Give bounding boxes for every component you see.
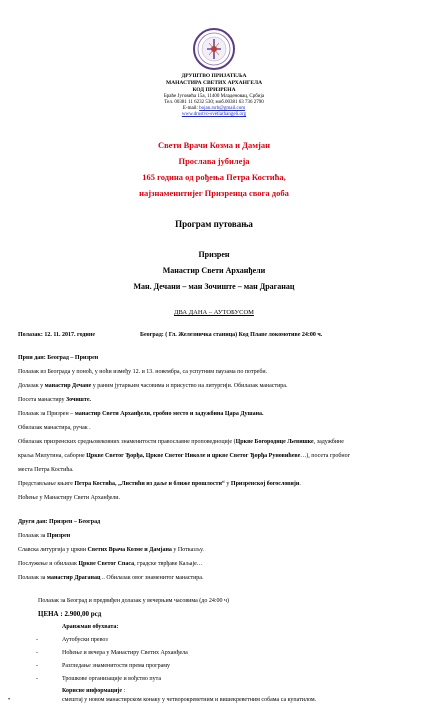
departure-location: Београд: ( Гл. Железничка станица) Код Плаве локомотиве 24:00 ч. [140, 332, 323, 338]
day1-heading: Први дан: Београд – Призрен [18, 355, 99, 361]
day1-p6-line2: краља Милутина, саборне Цркве Светог Ђорђа, Цркве Светог Николе и цркве Светог Ђорђа Руновићеве…), посета гробног [18, 453, 351, 459]
program-heading: Програм путовања [175, 219, 253, 229]
departure-date: Полазак: 12. 11. 2017. године [18, 332, 96, 338]
day1-p6-line1: Обилазак призренских средњовековних знаменитости православне проповедноције (Цркве Богородице Љевишке, задужбине [18, 439, 344, 445]
day1-p3: Посета манастиру Зочиште. [18, 397, 91, 403]
org-phone: Тел. 00381 11 6232 530; моб.00381 63 736 2790 [164, 100, 264, 105]
bullet-dash: - [36, 676, 38, 682]
program-place1: Призрен [198, 250, 230, 259]
bullet-dash: - [36, 637, 38, 643]
day1-p6-line3: места Петра Костића. [18, 467, 74, 473]
day2-p4: Полазак за манастир Драганац .. Обилазак овог знаменитог манастира. [18, 575, 204, 581]
bullet-dot: • [8, 697, 11, 703]
program-subtitle: ДВА ДАНА – АУТОБУСОМ [174, 309, 254, 316]
org-website-line [0, 112, 428, 118]
day1-p1: Полазак из Београда у поноћ, у ноћи између 12. и 13. новембра, са успутним паузама по потреби. [18, 369, 268, 375]
org-name-line3: КОД ПРИЗРЕНА [192, 87, 236, 93]
day2-heading: Други дан: Призрен – Београд [18, 519, 101, 525]
org-name-line2: МАНАСТИРА СВЕТИХ АРХАНГЕЛА [165, 80, 263, 86]
price: ЦЕНА : 2.900,00 рсд [38, 610, 102, 618]
day2-p3: Послужење и обилазак Цркве Светог Спаса, градске тврђаве Каљаје… [18, 561, 203, 567]
org-address: Браће Југовића 15а, 11400 Младеновац, Србија [163, 94, 265, 99]
program-place3: Ман. Дечани – ман Зочиште – ман Драганац [133, 282, 295, 291]
includes-item: Аутобуски превоз [62, 637, 108, 643]
info-item: смештај у новом манастирском конаку у четворокреветним и вишекреветним собама са купатилом. [62, 697, 317, 703]
email-label: E-mail: [182, 106, 198, 111]
title-line3: 165 година од рођења Петра Костића, [142, 172, 286, 182]
includes-heading: Аранжман обухвата: [62, 624, 119, 630]
title-line1: Свети Врачи Козма и Дамјан [157, 140, 271, 150]
includes-item: Разгледање знаменитости према програму [62, 663, 171, 669]
org-name-line1: ДРУШТВО ПРИЈАТЕЉА [181, 73, 247, 79]
program-place2: Манастир Свети Арханђели [162, 266, 266, 275]
bullet-dash: - [36, 663, 38, 669]
title-line2: Прослава јубилеја [178, 156, 250, 166]
email-link[interactable]: bojan.rsrb@gmail.com [199, 106, 246, 111]
day1-p4: Полазак за Призрен – манастир Свети Арханђели, гробно место и задужбина Цара Душана. [18, 411, 264, 417]
day1-p8: Ноћење у Манастиру Свети Арханђели. [18, 495, 120, 501]
day1-p2: Долазак у манастир Дечане у раним јутарњим часовима и присуство на литургији. Обилазак манастира. [18, 383, 288, 389]
website-link[interactable]: www.drustvo-svetiarhangeli.org [181, 112, 247, 117]
day2-p2: Славска литургија у цркви Светих Врача Козме и Дамјана у Потказљу. [18, 547, 204, 553]
bullet-dash: - [36, 650, 38, 656]
day2-p1: Полазак за Призрен [18, 533, 71, 539]
includes-item: Трошкове организације и вођство пута [62, 676, 162, 682]
info-heading: Корисне информације : [62, 688, 126, 694]
return-info: Полазак за Београд и предвиђен долазак у вечерњим часовима (до 24:00 ч) [38, 598, 230, 604]
title-line4: најзнаменитијег Призренца свога доба [139, 188, 289, 198]
monastery-seal-logo [193, 28, 235, 70]
day1-p7: Представљање књиге Петра Костића, „Листићи из даље и ближе прошлости“ у Призренској богословији. [18, 481, 301, 487]
includes-item: Ноћење и вечера у Манастиру Светих Арханђела [62, 650, 188, 656]
day1-p5: Обилазак манастира, ручак . [18, 425, 91, 431]
